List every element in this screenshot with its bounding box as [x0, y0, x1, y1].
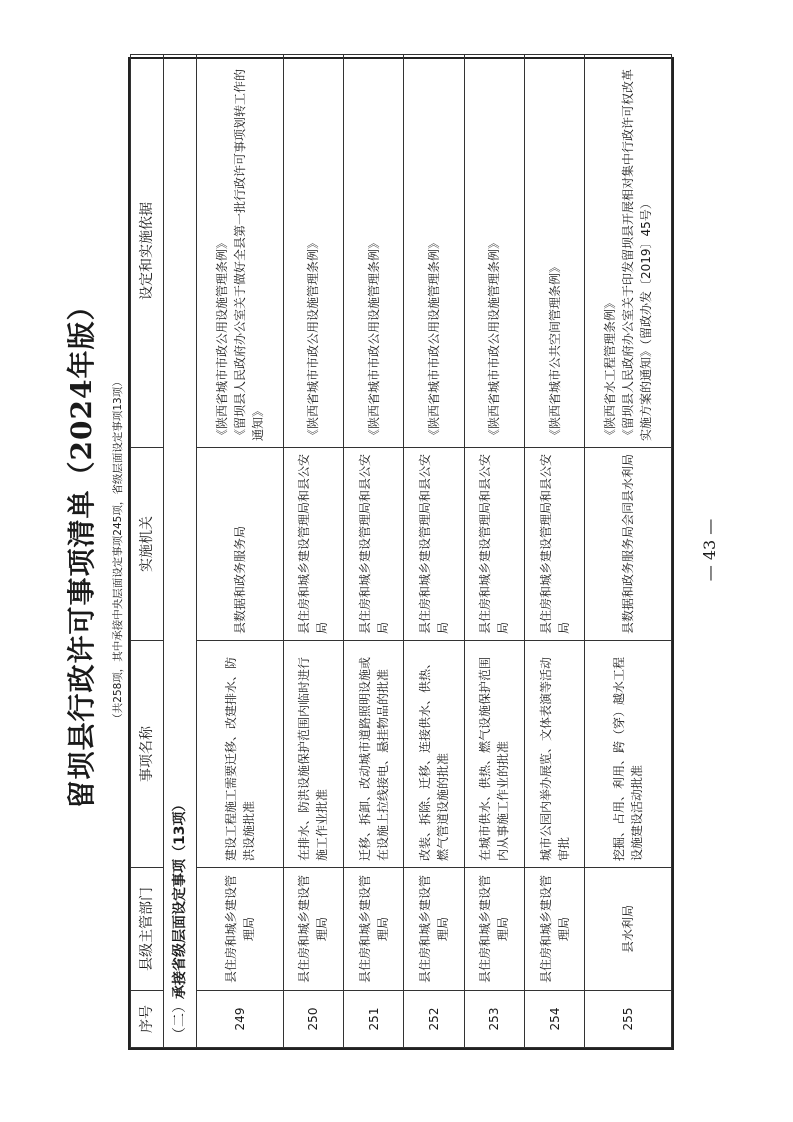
table-row — [524, 55, 584, 1048]
basis-line: 《留坝县人民政府办公室关于做好全县第一批行政许可事项划转工作的通知》 — [232, 68, 265, 441]
cell-dept: 县住房和城乡建设管理局 — [283, 868, 343, 991]
basis-line: 《陕西省水工程管理条例》 — [603, 296, 618, 441]
cell-no: 250 — [283, 991, 343, 1048]
cell-agency: 县住房和城乡建设管理局和县公安局 — [404, 448, 464, 641]
cell-agency: 县住房和城乡建设管理局和县公安局 — [283, 448, 343, 641]
cell-item: 挖掘、占用、利用、跨（穿）越水工程设施建设活动批准 — [585, 641, 672, 868]
table-row — [283, 55, 343, 1048]
cell-no: 251 — [344, 991, 404, 1048]
basis-line: 《陕西省城市市政公用设施管理条例》 — [487, 236, 502, 441]
header-dept: 县级主管部门 — [131, 868, 164, 991]
cell-agency: 县住房和城乡建设管理局和县公安局 — [464, 448, 524, 641]
header-agency: 实施机关 — [131, 448, 164, 641]
cell-no: 255 — [585, 991, 672, 1048]
table-row — [585, 55, 672, 1048]
cell-no: 254 — [524, 991, 584, 1048]
cell-basis — [464, 55, 524, 448]
cell-agency: 县数据和政务服务局会同县水利局 — [585, 448, 672, 641]
cell-item: 在排水、防洪设施保护范围内临时进行施工作业批准 — [283, 641, 343, 868]
table-header-row — [131, 55, 164, 1048]
cell-agency: 县住房和城乡建设管理局和县公安局 — [344, 448, 404, 641]
basis-line: 《陕西省城市公共空间管理条例》 — [547, 260, 562, 441]
cell-no: 249 — [197, 991, 284, 1048]
cell-basis — [283, 55, 343, 448]
cell-basis — [585, 55, 672, 448]
cell-item: 改装、拆除、迁移、连接供水、供热、燃气管道设施的批准 — [404, 641, 464, 868]
basis-line: 《陕西省城市市政公用设施管理条例》 — [426, 236, 441, 441]
cell-item: 迁移、拆卸、改动城市道路照明设施或在设施上拉线接电、悬挂物品的批准 — [344, 641, 404, 868]
cell-basis — [404, 55, 464, 448]
basis-line: 《陕西省城市市政公用设施管理条例》 — [214, 236, 229, 441]
basis-line: 《留坝县人民政府办公室关于印发留坝县开展相对集中行政许可权改革实施方案的通知》（留政办发〔2019〕45号） — [621, 68, 654, 441]
permit-table — [128, 57, 674, 1050]
table-row — [464, 55, 524, 1048]
section-row — [164, 55, 197, 1048]
cell-dept: 县水利局 — [585, 868, 672, 991]
cell-item: 建设工程施工需要迁移、改建排水、防洪设施批准 — [197, 641, 284, 868]
basis-line: 《陕西省城市市政公用设施管理条例》 — [366, 236, 381, 441]
table-row — [197, 55, 284, 1048]
cell-no: 253 — [464, 991, 524, 1048]
section-label: 承接省级层面设定事项（13项） — [171, 797, 188, 999]
cell-item: 在城市供水、供热、燃气设施保护范围内从事施工作业的批准 — [464, 641, 524, 868]
table-row — [404, 55, 464, 1048]
header-basis: 设定和实施依据 — [131, 55, 164, 448]
cell-agency: 县住房和城乡建设管理局和县公安局 — [524, 448, 584, 641]
document-subtitle: （共258项，其中承接中央层面设定事项245项，省级层面设定事项13项） — [112, 376, 124, 724]
cell-basis — [197, 55, 284, 448]
section-prefix: （二） — [171, 999, 188, 1041]
basis-line: 《陕西省城市市政公用设施管理条例》 — [306, 236, 321, 441]
cell-no: 252 — [404, 991, 464, 1048]
section-heading — [164, 55, 197, 1048]
cell-dept: 县住房和城乡建设管理局 — [344, 868, 404, 991]
cell-basis — [344, 55, 404, 448]
cell-dept: 县住房和城乡建设管理局 — [404, 868, 464, 991]
cell-dept: 县住房和城乡建设管理局 — [197, 868, 284, 991]
cell-dept: 县住房和城乡建设管理局 — [524, 868, 584, 991]
cell-basis — [524, 55, 584, 448]
cell-dept: 县住房和城乡建设管理局 — [464, 868, 524, 991]
rotated-page — [60, 50, 760, 1050]
document-title: 留坝县行政许可事项清单（2024年版） — [65, 291, 98, 809]
header-item: 事项名称 — [131, 641, 164, 868]
table-row — [344, 55, 404, 1048]
cell-agency: 县数据和政务服务局 — [197, 448, 284, 641]
cell-item: 城市公园内举办展览、文体表演等活动审批 — [524, 641, 584, 868]
header-no: 序号 — [131, 991, 164, 1048]
page-number: — 43 — — [700, 518, 719, 582]
